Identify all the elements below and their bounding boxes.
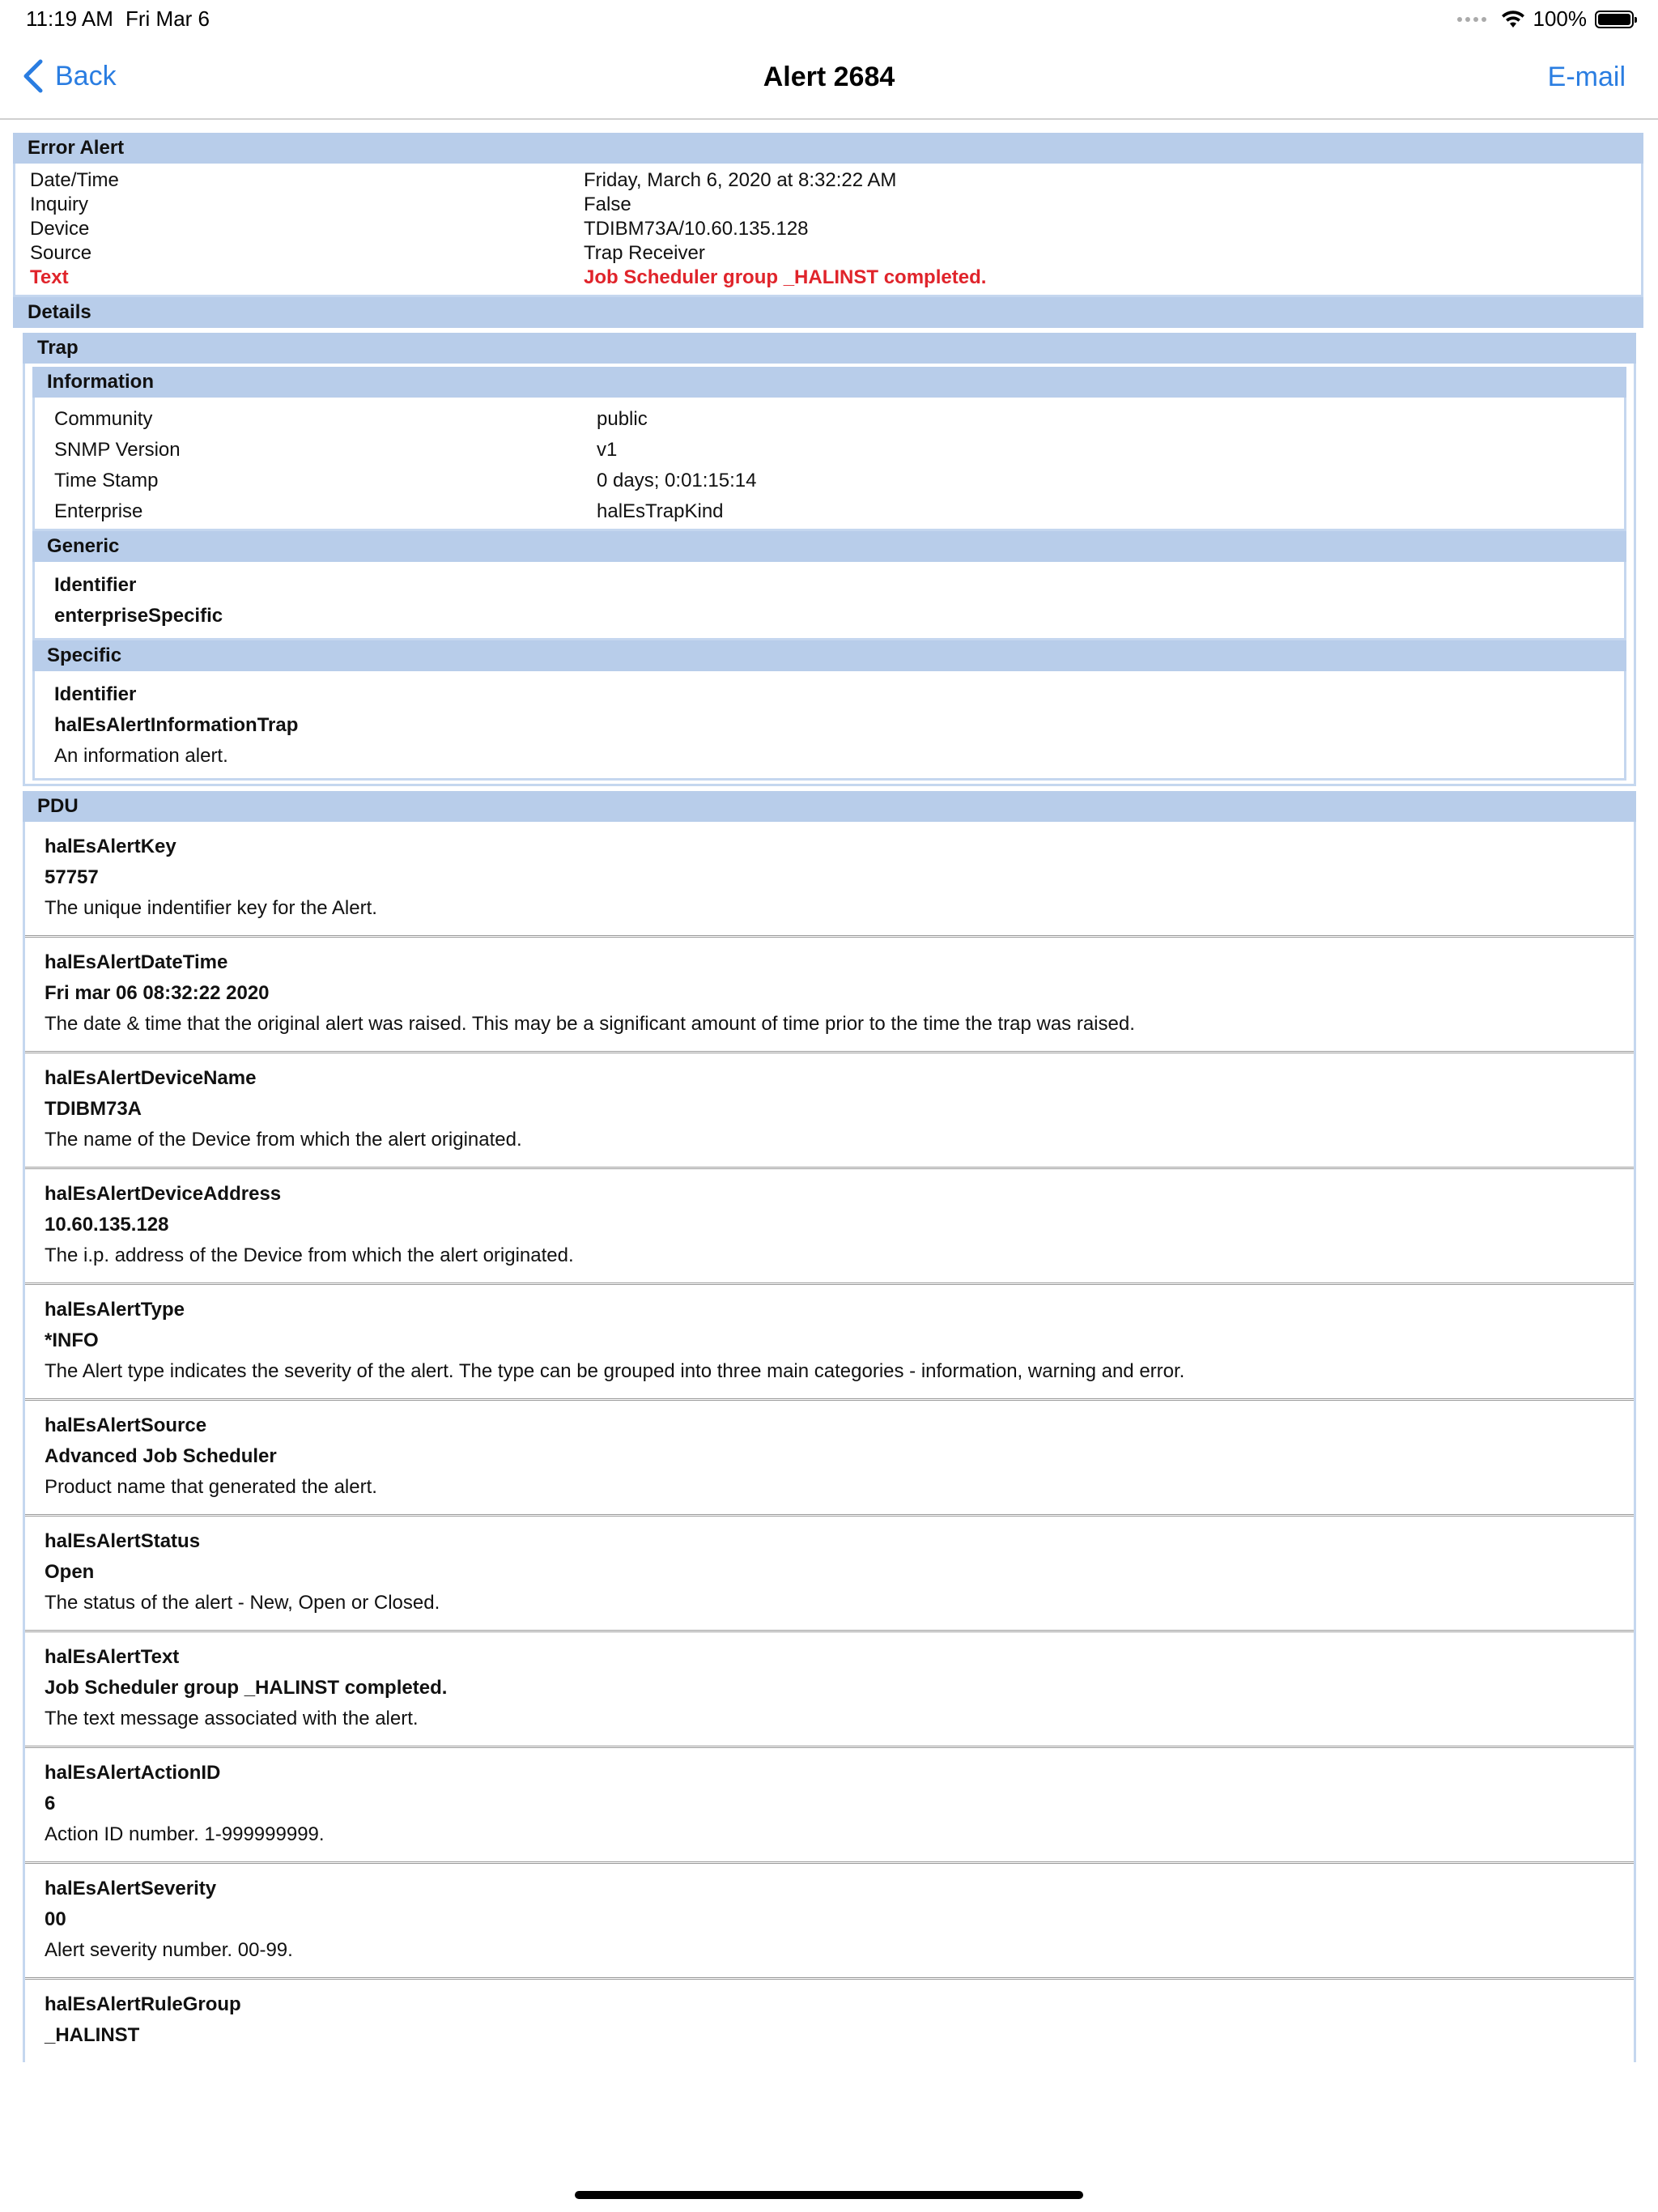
pdu-item-name: halEsAlertStatus bbox=[45, 1530, 201, 1552]
pdu-item-value: _HALINST bbox=[45, 2024, 140, 2046]
row-label: Device bbox=[30, 218, 90, 240]
pdu-item-description: Alert severity number. 00-99. bbox=[45, 1939, 293, 1961]
row-value: v1 bbox=[597, 439, 618, 461]
row-value: TDIBM73A/10.60.135.128 bbox=[584, 218, 809, 240]
pdu-item-description: The name of the Device from which the alert originated. bbox=[45, 1129, 522, 1151]
pdu-item-value: *INFO bbox=[45, 1329, 99, 1351]
row-value: Job Scheduler group _HALINST completed. bbox=[584, 266, 987, 288]
information-row bbox=[35, 435, 1624, 466]
details-section bbox=[13, 328, 1643, 2062]
generic-panel bbox=[32, 562, 1626, 640]
pdu-item bbox=[25, 1632, 1634, 1748]
battery-icon bbox=[1595, 11, 1634, 28]
home-indicator[interactable] bbox=[575, 2191, 1083, 2199]
specific-description: An information alert. bbox=[54, 745, 228, 767]
pdu-item-description: The unique indentifier key for the Alert. bbox=[45, 897, 377, 919]
specific-identifier-value: halEsAlertInformationTrap bbox=[54, 714, 299, 736]
pdu-item-description: The i.p. address of the Device from which the alert originated. bbox=[45, 1244, 574, 1266]
row-label: Source bbox=[30, 242, 92, 264]
pdu-item-value: 10.60.135.128 bbox=[45, 1214, 169, 1236]
pdu-item bbox=[25, 1053, 1634, 1169]
page-title: Alert 2684 bbox=[763, 62, 895, 92]
pdu-item-name: halEsAlertRuleGroup bbox=[45, 1993, 241, 2015]
pdu-item-name: halEsAlertSource bbox=[45, 1414, 207, 1436]
status-date: Fri Mar 6 bbox=[125, 6, 210, 31]
specific-identifier-label: Identifier bbox=[54, 683, 137, 705]
pdu-item-name: halEsAlertDeviceName bbox=[45, 1067, 257, 1089]
row-label: Inquiry bbox=[30, 194, 89, 215]
pdu-item bbox=[25, 1516, 1634, 1632]
generic-identifier-label: Identifier bbox=[54, 574, 137, 596]
generic-header: Generic bbox=[32, 531, 1626, 562]
pdu-item-name: halEsAlertDateTime bbox=[45, 951, 228, 973]
back-label: Back bbox=[55, 60, 117, 91]
information-panel bbox=[32, 398, 1626, 531]
pdu-item-description: The Alert type indicates the severity of the alert. The type can be grouped into three main categories - information, warning and error. bbox=[45, 1360, 1185, 1382]
pdu-item-value: 57757 bbox=[45, 866, 99, 888]
pdu-item bbox=[25, 1980, 1634, 2062]
pdu-item-description: The text message associated with the alert. bbox=[45, 1708, 419, 1729]
navigation-bar bbox=[0, 37, 1658, 120]
information-row bbox=[35, 496, 1624, 527]
pdu-item-description: The date & time that the original alert was raised. This may be a significant amount of time prior to the time the trap was raised. bbox=[45, 1013, 1135, 1035]
pdu-list bbox=[23, 822, 1636, 2062]
row-label: Date/Time bbox=[30, 169, 119, 191]
information-row bbox=[35, 404, 1624, 435]
pdu-item bbox=[25, 938, 1634, 1053]
pdu-item bbox=[25, 1864, 1634, 1980]
battery-percent: 100% bbox=[1533, 6, 1587, 31]
pdu-item bbox=[25, 1169, 1634, 1285]
error-alert-row bbox=[15, 193, 1641, 217]
information-header: Information bbox=[32, 367, 1626, 398]
row-value: 0 days; 0:01:15:14 bbox=[597, 470, 757, 491]
pdu-item-name: halEsAlertKey bbox=[45, 836, 176, 857]
pdu-item-value: 6 bbox=[45, 1793, 56, 1814]
pdu-item-description: The status of the alert - New, Open or Closed. bbox=[45, 1592, 440, 1614]
generic-identifier-value: enterpriseSpecific bbox=[54, 605, 223, 627]
error-alert-row bbox=[15, 241, 1641, 266]
email-button[interactable]: E-mail bbox=[1547, 62, 1626, 92]
pdu-item bbox=[25, 822, 1634, 938]
pdu-item-name: halEsAlertDeviceAddress bbox=[45, 1183, 282, 1205]
pdu-item-value: Advanced Job Scheduler bbox=[45, 1445, 277, 1467]
error-alert-text-row bbox=[15, 266, 1641, 290]
pdu-item-description: Action ID number. 1-999999999. bbox=[45, 1823, 325, 1845]
row-value: halEsTrapKind bbox=[597, 500, 724, 522]
pdu-item-name: halEsAlertType bbox=[45, 1299, 185, 1321]
wifi-icon bbox=[1501, 10, 1525, 29]
row-label: SNMP Version bbox=[54, 439, 181, 461]
pdu-header: PDU bbox=[23, 791, 1636, 822]
pdu-item-value: Job Scheduler group _HALINST completed. bbox=[45, 1677, 448, 1699]
details-header: Details bbox=[13, 297, 1643, 328]
status-time: 11:19 AM bbox=[26, 6, 113, 31]
pdu-item-value: 00 bbox=[45, 1908, 66, 1930]
information-row bbox=[35, 466, 1624, 496]
error-alert-row bbox=[15, 217, 1641, 241]
pdu-item-value: Fri mar 06 08:32:22 2020 bbox=[45, 982, 270, 1004]
alert-content bbox=[13, 133, 1643, 2062]
pdu-item-value: TDIBM73A bbox=[45, 1098, 142, 1120]
error-alert-row bbox=[15, 168, 1641, 193]
row-value: public bbox=[597, 408, 648, 430]
trap-panel bbox=[23, 364, 1636, 786]
trap-header: Trap bbox=[23, 333, 1636, 364]
row-value: False bbox=[584, 194, 631, 215]
row-label: Text bbox=[30, 266, 69, 288]
status-right bbox=[1457, 6, 1635, 32]
pdu-item bbox=[25, 1401, 1634, 1516]
row-value: Trap Receiver bbox=[584, 242, 705, 264]
row-label: Community bbox=[54, 408, 153, 430]
pdu-item bbox=[25, 1748, 1634, 1864]
row-value: Friday, March 6, 2020 at 8:32:22 AM bbox=[584, 169, 897, 191]
pdu-item-description: Product name that generated the alert. bbox=[45, 1476, 377, 1498]
error-alert-panel bbox=[13, 164, 1643, 297]
specific-panel bbox=[32, 671, 1626, 781]
pdu-item-name: halEsAlertActionID bbox=[45, 1762, 221, 1784]
pdu-item-name: halEsAlertText bbox=[45, 1646, 180, 1668]
pdu-item bbox=[25, 1285, 1634, 1401]
error-alert-header: Error Alert bbox=[13, 133, 1643, 164]
row-label: Time Stamp bbox=[54, 470, 159, 491]
status-bar bbox=[0, 0, 1658, 37]
signal-dots-icon bbox=[1457, 17, 1486, 22]
specific-header: Specific bbox=[32, 640, 1626, 671]
row-label: Enterprise bbox=[54, 500, 143, 522]
pdu-item-value: Open bbox=[45, 1561, 95, 1583]
pdu-item-name: halEsAlertSeverity bbox=[45, 1878, 217, 1899]
